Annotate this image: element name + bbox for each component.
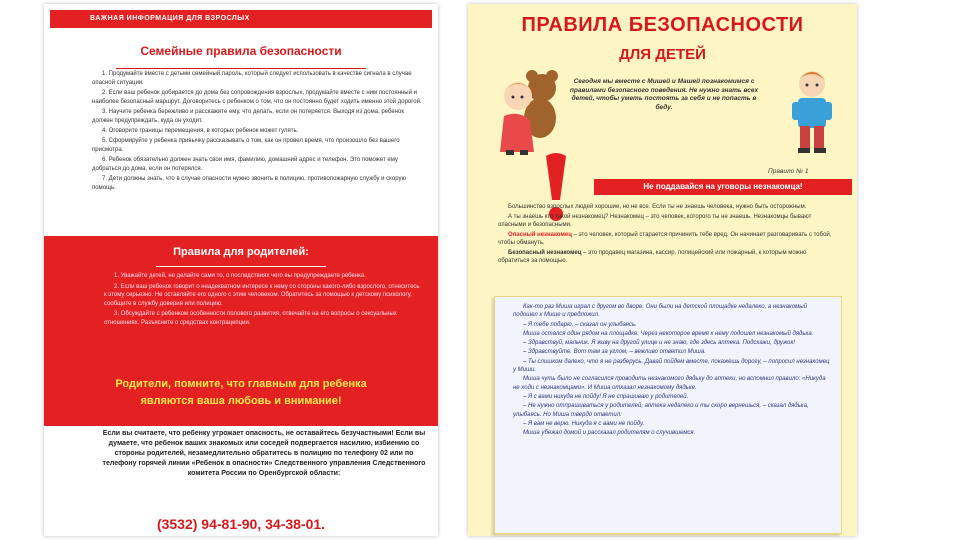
parents-rules-title [44, 246, 438, 270]
story-line: Миша убежал домой и рассказал родителям о случившемся. [523, 430, 696, 437]
kids-title-line-2: ДЛЯ ДЕТЕЙ [619, 46, 706, 63]
family-rules-title [44, 44, 438, 72]
dangerous-stranger-term: Опасный незнакомец [508, 231, 572, 238]
rule-text [498, 203, 834, 267]
parents-rule: 1. Уважайте детей, не делайте сами то, о последствиях чего вы предупреждаете ребенка. [114, 273, 366, 279]
rule-paragraph [498, 231, 834, 248]
title-underline [116, 68, 366, 69]
family-rule: 6. Ребенок обязательно должен знать свои имя, фамилию, домашний адрес и телефон. Это поможет ему добраться до дома, если он потерялся. [92, 157, 398, 172]
story-line: Как-то раз Миша играл с другом во дворе. Они были на детской площадке недалеко, а незнакомый подошел к Мише и предложил. [513, 304, 807, 319]
left-page [44, 4, 438, 536]
story-line: – Здравствуйте. Вот там за углом, – вежливо ответил Миша. [523, 349, 706, 356]
story-panel [494, 296, 842, 534]
parents-rule: 2. Если ваш ребенок говорит о неадекватном интересе к нему со стороны какого-либо взрослого, отнеситесь к этому серьезно. Не оставляйте его одного с этим человеком. Обратитесь за помощью к детскому психологу, сообщите в службу доверия или полицию. [104, 283, 420, 307]
dangerous-stranger-desc: – это человек, который старается причинить тебе вред. Он начинает разговаривать с тобой, чтобы обмануть. [498, 231, 832, 246]
rule-paragraph: Большинство взрослых людей хорошие, но не все. Если ты не знаешь человека, нужно быть осторожным. [508, 204, 807, 210]
left-header-banner: ВАЖНАЯ ИНФОРМАЦИЯ ДЛЯ ВЗРОСЛЫХ [50, 10, 432, 28]
story-line: – Ты слишком далеко, что я не разберусь. Давай пойдем вместе, покажешь дорогу, – попросил незнакомец у Миши. [513, 358, 830, 374]
family-rule: 7. Дети должны знать, что в случае опасности нужно звонить в полицию, противопожарную службу и скорую помощь. [92, 176, 406, 191]
story-line: – Я с вами никуда не пойду! Я не спрашиваю у родителей. [523, 393, 689, 400]
parents-rules-title-text: Правила для родителей: [173, 246, 309, 258]
parents-footer-line-2: являются ваша любовь и внимание! [140, 395, 342, 407]
story-text [513, 303, 831, 438]
safe-stranger-desc: – это продавец магазина, кассир, полицейский или пожарный, к которым можно обратиться за помощью. [498, 249, 807, 264]
rule-paragraph [498, 249, 834, 266]
safe-stranger-term: Безопасный незнакомец [508, 249, 582, 256]
boy-illustration [784, 64, 840, 154]
rule-number: Правило № 1 [768, 168, 809, 175]
family-rule: 2. Если ваш ребенок добирается до дома без сопровождения взрослых, продумайте вместе с ним постоянный и наиболее безопасный маршрут. Договоритесь с ребенком о том, что он постоянно будет ходить именно этой дорогой. [92, 90, 422, 105]
hotline-text: Если вы считаете, что ребенку угрожает опасность, не оставайтесь безучастными! Если вы думаете, что ребенок ваших знакомых или соседей подвергается насилию, избиению со стороны родителей, незамедлительно обратитесь в полицию по телефону 02 или по телефону горячей линии «Ребенок в опасности» Следственного управления Следственного комитета России по Оренбургской области: [102, 430, 426, 477]
parents-footer [44, 376, 438, 410]
story-line: – Здравствуй, мальчик. Я живу на другой улице и не знаю, где здесь аптека. Подскажи, дружок! [523, 340, 795, 347]
girl-with-teddy-illustration [490, 66, 572, 156]
kids-intro: Сегодня мы вместе с Мишей и Машей познакомимся с правилами безопасного поведения. Не нужно знать всех детей, чтобы уметь постоять за себя и не попасть в беду. [569, 78, 759, 111]
family-rule: 3. Научите ребенка бережливо и расскажите ему, что делать, если он потеряется. Выходя из дома, ребенок должен предупреждать, куда он уходит. [92, 109, 405, 124]
rule-title-bar: Не поддавайся на уговоры незнакомца! [594, 179, 852, 195]
rule-paragraph: А ты знаешь кто такой незнакомец? Незнакомец – это человек, которого ты не знаешь. Незнакомцы бывают опасными и безопасными. [498, 213, 812, 228]
story-line: Миша чуть было не согласился проводить незнакомого дядьку до аптеки, но вспомнил правило: «Никуда не ходи с незнакомцами». И Миша отказал незнакомому дядьке. [513, 376, 826, 391]
parents-rule: 3. Обсуждайте с ребенком особенности полового развития, отвечайте на его вопросы о сексуальных отношениях. Разъясните о средствах контрацепции. [104, 311, 397, 326]
right-page [468, 4, 857, 536]
parents-footer-line-1: Родители, помните, что главным для ребенка [115, 378, 367, 390]
hotline-phone: (3532) 94-81-90, 34-38-01. [156, 516, 326, 532]
family-rules-title-text: Семейные правила безопасности [140, 44, 342, 58]
parents-rules-list [104, 272, 422, 329]
parents-title-underline [156, 266, 326, 267]
family-rule: 5. Сформируйте у ребенка привычку рассказывать о том, как он провел время, что произошло без вашего присмотра. [92, 138, 400, 153]
parents-rules-box [44, 236, 438, 426]
family-rule: 4. Оговорите границы перемещения, в которых ребенок может гулять. [102, 128, 299, 134]
story-line: – Не нужно отпрашиваться у родителей, аптека недалеко и ты скоро вернешься, – сказал дядька, улыбаясь. Но Миша твердо ответил: [513, 403, 809, 418]
family-rule: 1. Продумайте вместе с детьми семейный пароль, который следует использовать в качестве сигнала в случае опасной ситуации. [92, 71, 412, 86]
story-line: Миша остался один рядом на площадке. Через некоторое время к нему подошел незнакомый дядька. [523, 330, 814, 337]
story-line: – Я вам не верю. Никуда я с вами не пойду. [523, 420, 645, 427]
kids-title-line-1: ПРАВИЛА БЕЗОПАСНОСТИ [521, 14, 804, 36]
family-rules-list [92, 70, 422, 194]
story-line: – Я тебе подарю, – сказал он улыбаясь. [523, 321, 637, 328]
